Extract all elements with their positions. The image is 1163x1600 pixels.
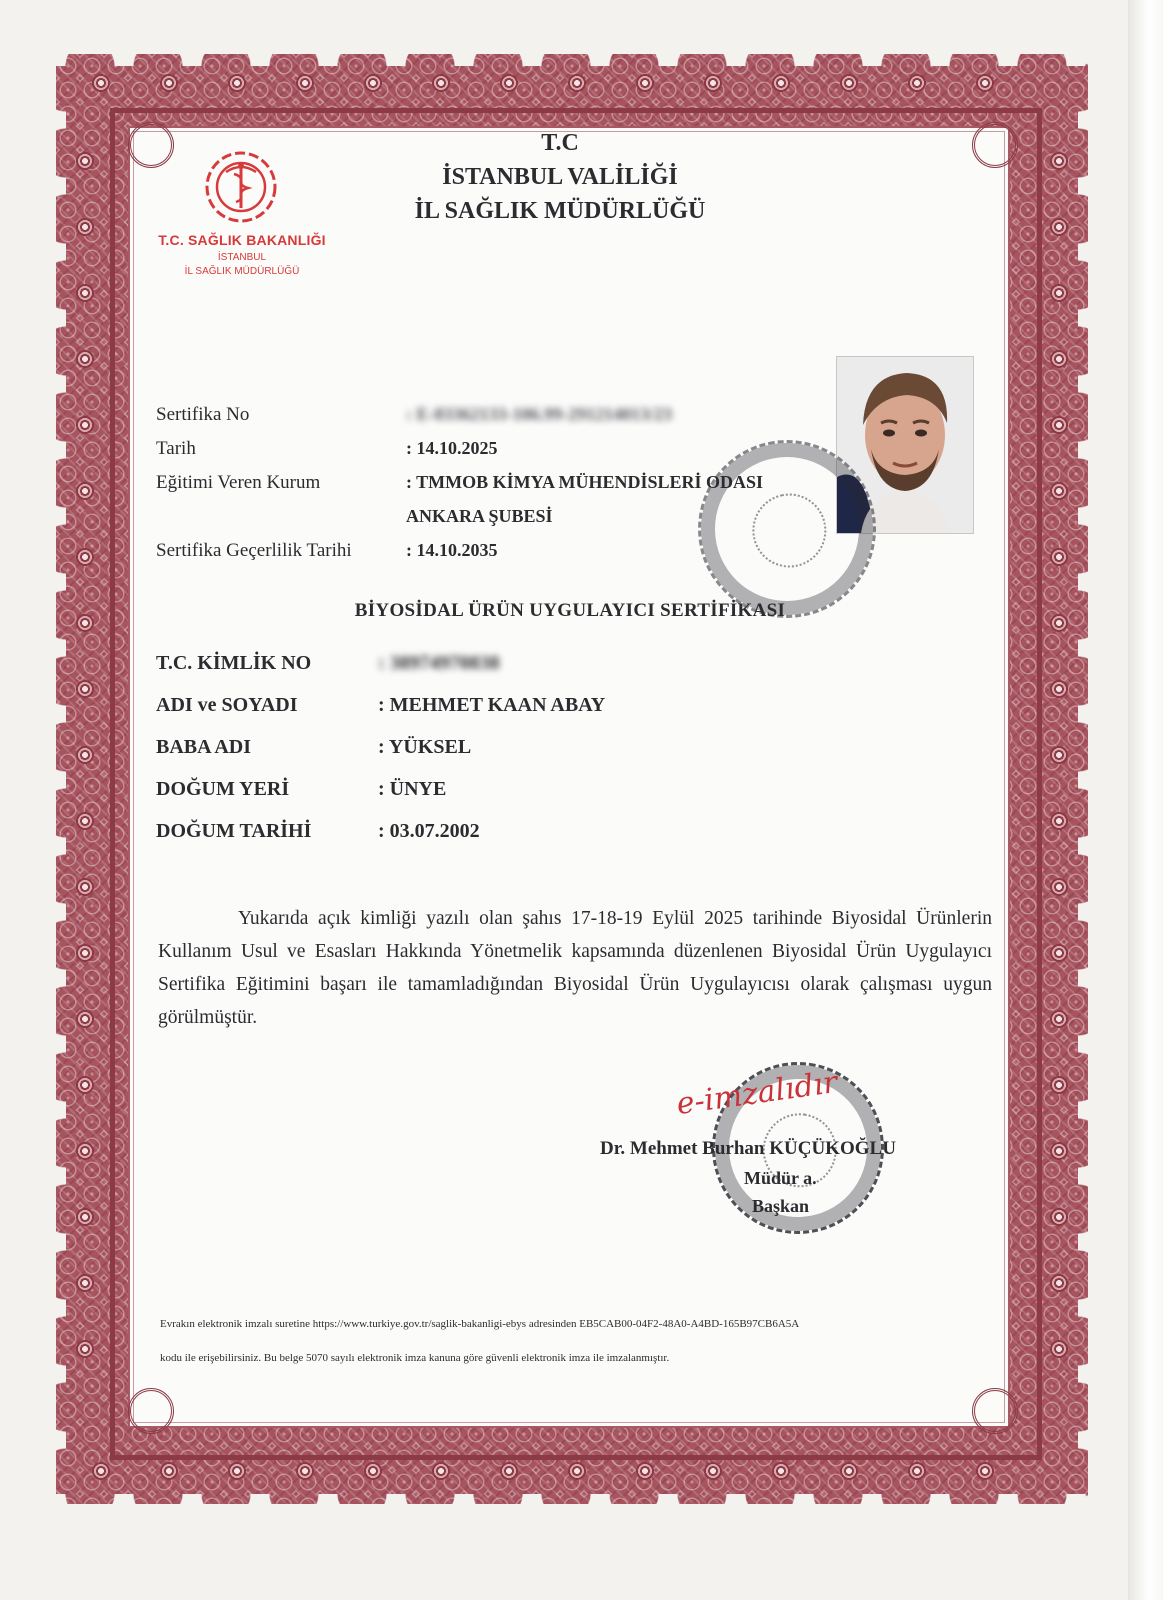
ministry-emblem-icon: [204, 150, 278, 224]
border-rosette-icon: [74, 942, 96, 964]
border-rosette-icon: [566, 1460, 588, 1482]
signer-role: Başkan: [752, 1196, 810, 1216]
border-rosette-icon: [362, 72, 384, 94]
info-label-institution: Eğitimi Veren Kurum: [156, 472, 321, 493]
border-scallop-left: [32, 54, 66, 1504]
border-rosette-icon: [1048, 744, 1070, 766]
corner-ornament-icon: [128, 122, 174, 168]
border-rosette-icon: [74, 1272, 96, 1294]
border-rosette-icon: [74, 678, 96, 700]
info-value-institution: : TMMOB KİMYA MÜHENDİSLERİ ODASI: [406, 472, 764, 492]
border-rosette-icon: [1048, 414, 1070, 436]
footer-verification-text: Evrakın elektronik imzalı suretine https://www.turkiye.gov.tr/saglik-bakanligi-ebys adresinden EB5CAB00-04F2-48A0-A4BD-165B97CB6A5A: [160, 1318, 800, 1330]
border-rosette-icon: [1048, 1008, 1070, 1030]
border-rosette-icon: [838, 1460, 860, 1482]
footer-legal-text: kodu ile erişebilirsiniz. Bu belge 5070 sayılı elektronik imza kanuna göre güvenli elektronik imza ile imzalanmıştır.: [160, 1352, 670, 1364]
border-rosette-icon: [362, 1460, 384, 1482]
border-rosette-icon: [74, 216, 96, 238]
border-rosette-icon: [226, 72, 248, 94]
info-value-certificate-no: : E-83362133-106.99-291214013/23: [406, 404, 672, 424]
border-rosette-icon: [702, 1460, 724, 1482]
border-rosette-icon: [498, 72, 520, 94]
border-rosette-icon: [1048, 150, 1070, 172]
border-rosette-icon: [74, 414, 96, 436]
border-rosette-icon: [1048, 1272, 1070, 1294]
border-rosette-icon: [906, 72, 928, 94]
signer-title: Müdür a.: [744, 1168, 817, 1188]
border-rosette-icon: [566, 72, 588, 94]
person-value-birthplace: : ÜNYE: [378, 778, 447, 800]
person-label-name: ADI ve SOYADI: [156, 694, 298, 716]
info-value-date: : 14.10.2025: [406, 438, 498, 458]
border-rosette-icon: [1048, 1140, 1070, 1162]
border-rosette-icon: [90, 72, 112, 94]
border-rosette-icon: [74, 1206, 96, 1228]
corner-ornament-icon: [972, 1388, 1018, 1434]
certificate-panel: [128, 126, 1010, 1428]
signer-name: Dr. Mehmet Burhan KÜÇÜKOĞLU: [600, 1138, 896, 1159]
corner-ornament-icon: [128, 1388, 174, 1434]
border-rosette-icon: [90, 1460, 112, 1482]
info-label-validity-date: Sertifika Geçerlilik Tarihi: [156, 540, 352, 561]
border-rosette-icon: [74, 744, 96, 766]
info-value-institution-branch: ANKARA ŞUBESİ: [406, 506, 553, 526]
border-rosette-icon: [74, 612, 96, 634]
border-rosette-icon: [430, 1460, 452, 1482]
border-rosette-icon: [1048, 282, 1070, 304]
border-rosette-icon: [1048, 1074, 1070, 1096]
border-rosette-icon: [1048, 1206, 1070, 1228]
border-scallop-bottom: [56, 1494, 1088, 1530]
border-rosette-icon: [74, 1008, 96, 1030]
border-rosette-icon: [1048, 546, 1070, 568]
border-rosette-icon: [1048, 480, 1070, 502]
border-rosette-icon: [226, 1460, 248, 1482]
person-value-birth-date: : 03.07.2002: [378, 820, 480, 842]
border-rosette-icon: [158, 72, 180, 94]
border-rosette-icon: [906, 1460, 928, 1482]
info-value-validity-date: : 14.10.2035: [406, 540, 498, 560]
certificate-statement: Yukarıda açık kimliği yazılı olan şahıs 17-18-19 Eylül 2025 tarihinde Biyosidal Ürünlerin Kullanım Usul ve Esasları Hakkında Yönetmelik kapsamında düzenlenen Biyosidal Ürün Uygulayıcı Sertifika Eğitimini başarı ile tamamladığından Biyosidal Ürün Uygulayıcısı olarak çalışması uygun görülmüştür.: [158, 908, 992, 1028]
person-label-father-name: BABA ADI: [156, 736, 252, 758]
border-rosette-icon: [74, 1074, 96, 1096]
border-rosette-icon: [1048, 678, 1070, 700]
e-signature-mark: e-imzalıdır: [674, 1064, 840, 1123]
border-rosette-icon: [974, 1460, 996, 1482]
person-value-father-name: : YÜKSEL: [378, 736, 472, 758]
info-label-certificate-no: Sertifika No: [156, 404, 250, 425]
corner-ornament-icon: [972, 122, 1018, 168]
border-rosette-icon: [74, 546, 96, 568]
border-rosette-icon: [838, 72, 860, 94]
header-governorship: İSTANBUL VALİLİĞİ: [442, 164, 678, 190]
border-rosette-icon: [74, 348, 96, 370]
border-rosette-icon: [702, 72, 724, 94]
person-value-id-no: : 38974970838: [378, 652, 500, 674]
border-scallop-right: [1078, 54, 1112, 1504]
person-value-name: : MEHMET KAAN ABAY: [378, 694, 606, 716]
border-rosette-icon: [74, 876, 96, 898]
person-label-id-no: T.C. KİMLİK NO: [156, 652, 312, 674]
border-rosette-icon: [1048, 876, 1070, 898]
border-rosette-icon: [1048, 348, 1070, 370]
border-rosette-icon: [158, 1460, 180, 1482]
person-label-birth-date: DOĞUM TARİHİ: [156, 820, 312, 842]
certificate-title: BİYOSİDAL ÜRÜN UYGULAYICI SERTİFİKASI: [354, 600, 786, 621]
logo-city: İSTANBUL: [217, 252, 267, 263]
border-rosette-icon: [74, 282, 96, 304]
logo-unit: İL SAĞLIK MÜDÜRLÜĞÜ: [184, 266, 300, 277]
info-label-date: Tarih: [156, 438, 196, 459]
border-rosette-icon: [1048, 216, 1070, 238]
paper-edge: [1128, 0, 1163, 1600]
border-rosette-icon: [1048, 1338, 1070, 1360]
header-directorate: İL SAĞLIK MÜDÜRLÜĞÜ: [414, 198, 706, 224]
header-country: T.C: [541, 130, 579, 156]
border-rosette-icon: [634, 72, 656, 94]
person-label-birthplace: DOĞUM YERİ: [156, 778, 290, 800]
border-rosette-icon: [430, 72, 452, 94]
border-rosette-icon: [1048, 942, 1070, 964]
border-rosette-icon: [74, 810, 96, 832]
border-rosette-icon: [74, 1338, 96, 1360]
border-rosette-icon: [770, 72, 792, 94]
border-rosette-icon: [74, 480, 96, 502]
border-rosette-icon: [1048, 810, 1070, 832]
border-rosette-icon: [74, 150, 96, 172]
border-rosette-icon: [294, 72, 316, 94]
border-scallop-top: [56, 30, 1088, 66]
border-rosette-icon: [74, 1140, 96, 1162]
border-rosette-icon: [974, 72, 996, 94]
border-rosette-icon: [294, 1460, 316, 1482]
logo-ministry-name: T.C. SAĞLIK BAKANLIĞI: [158, 232, 326, 248]
border-rosette-icon: [770, 1460, 792, 1482]
border-rosette-icon: [634, 1460, 656, 1482]
border-rosette-icon: [1048, 612, 1070, 634]
border-rosette-icon: [498, 1460, 520, 1482]
